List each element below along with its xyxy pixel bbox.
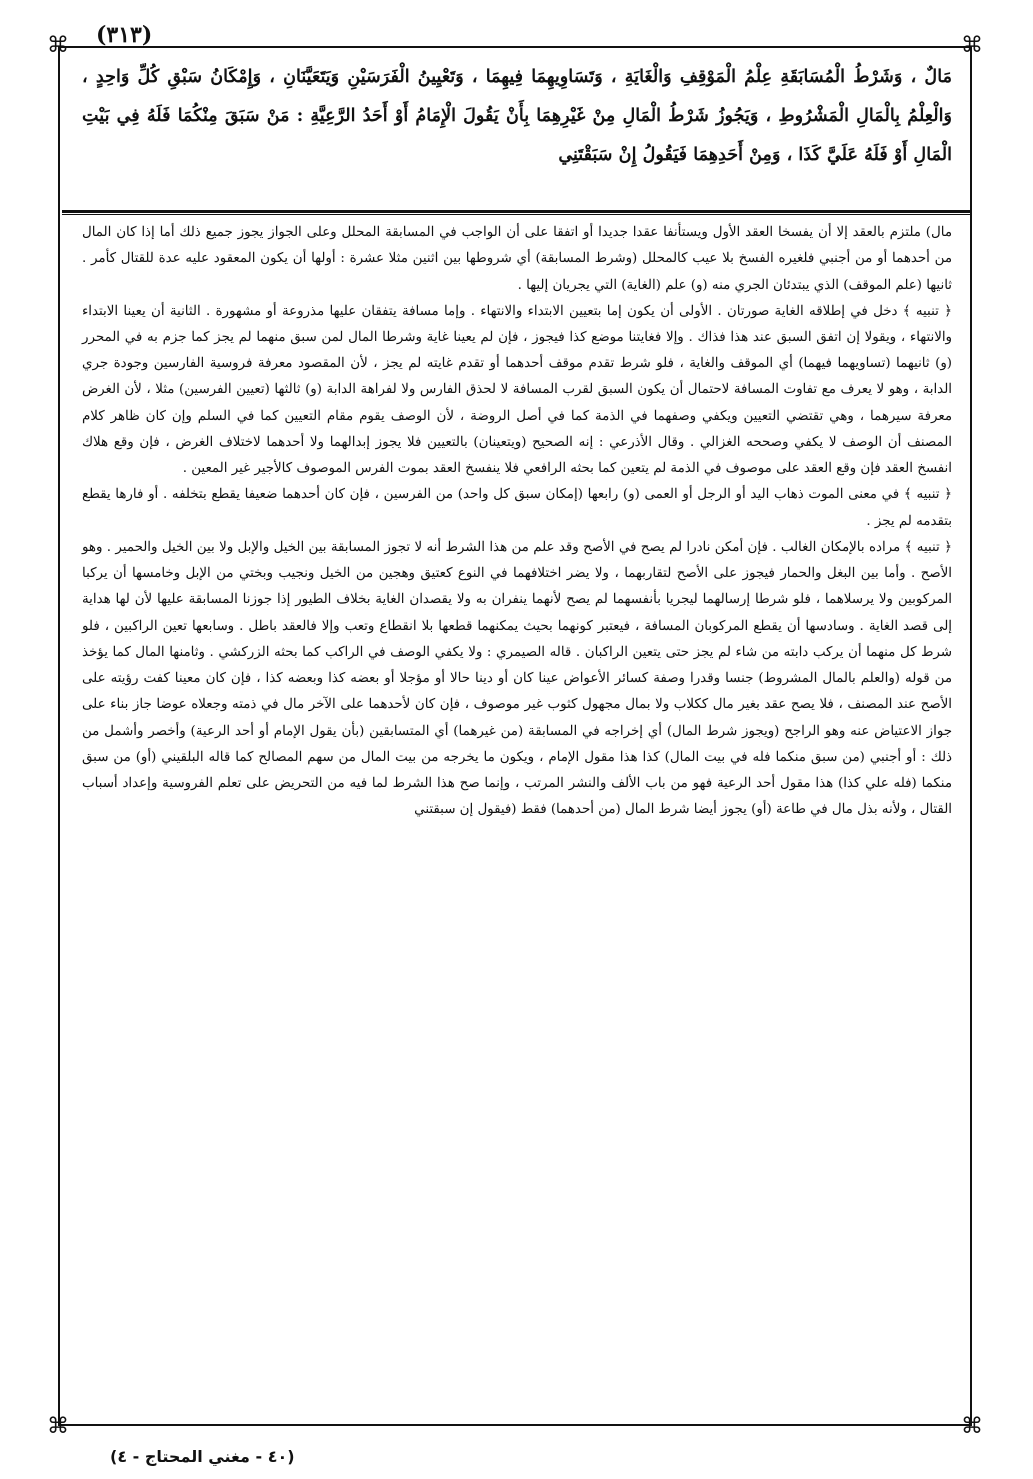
corner-ornament-icon: ⌘ <box>47 33 69 59</box>
commentary-paragraph: ﴿ تنبيه ﴾ دخل في إطلاقه الغاية صورتان . الأولى أن يكون إما بتعيين الابتداء والانتهاء . وإما مسافة يتفقان عليها مذروعة أو مشهورة . الثانية أن يعينا الابتداء والانتهاء ، ويقولا إن اتفق السبق عند هذا فذاك . وإلا فغايتنا موضع كذا فيجوز ، فإن لم يعينا غاية وشرطا المال لمن سبق منهما لم يجز كما جزم به في المحرر (و) ثانيهما (تساويهما فيهما) أي الموقف والغاية ، فلو شرط تقدم موقف أحدهما أو تقدم غايته لم يجز ، لأن المقصود معرفة فروسية الفارسين وجودة جري الدابة ، وهو لا يعرف مع تفاوت المسافة لاحتمال أن يكون السبق لقرب المسافة لا لحذق الفارس ولا لفراهة الدابة (و) ثالثها (تعيين الفرسين) مثلا ، لأن الغرض معرفة سيرهما ، وهي تقتضي التعيين ويكفي وصفهما في الذمة كما في أصل الروضة ، لأن الوصف يقوم مقام التعيين كما في السلم وإن كان ظاهر كلام المصنف أن الوصف لا يكفي وصححه الغزالي . وقال الأذرعي : إنه الصحيح (ويتعينان) بالتعيين فلا يجوز إبدالهما ولا أحدهما لاختلاف الغرض ، فإن وقع هلاك انفسخ العقد فإن وقع العقد على موصوف في الذمة لم يتعين كما بحثه الرافعي فلا ينفسخ العقد بموت الفرس الموصوف كالأجير غير المعين . <box>82 303 952 477</box>
page-footer: (٤٠ - مغني المحتاج - ٤) <box>110 1447 295 1467</box>
corner-ornament-icon: ⌘ <box>47 1414 69 1440</box>
section-divider <box>62 210 970 213</box>
corner-ornament-icon: ⌘ <box>961 1414 983 1440</box>
corner-ornament-icon: ⌘ <box>961 33 983 59</box>
commentary-text <box>82 220 952 823</box>
commentary-paragraph: ﴿ تنبيه ﴾ في معنى الموت ذهاب اليد أو الرجل أو العمى (و) رابعها (إمكان سبق كل واحد) من الفرسين ، فإن كان أحدهما ضعيفا يقطع بتخلفه . أو فارها يقطع بتقدمه لم يجز . <box>82 487 952 529</box>
commentary-paragraph: ﴿ تنبيه ﴾ مراده بالإمكان الغالب . فإن أمكن نادرا لم يصح في الأصح وقد علم من هذا الشرط أنه لا تجوز المسابقة بين الخيل والإبل ولا بين الخيل والحمير . وهو الأصح . وأما بين البغل والحمار فيجوز على الأصح لتقاربهما ، ولا يضر اختلافهما في النوع كعتيق وهجين من الخيل ونجيب وبختي من الإبل وخامسها أن يركبا المركوبين ولا يرسلاهما ، فلو شرطا إرسالهما ليجريا بأنفسهما لم يصح لأنهما ينفران به ولا يقصدان الغاية بخلاف الطيور إذا جوزنا المسابقة عليها لأن لها هداية إلى قصد الغاية . وسادسها أن يقطع المركوبان المسافة ، فيعتبر كونهما بحيث يمكنهما قطعها بلا انقطاع وتعب وإلا فالعقد باطل . وسابعها تعين الراكبين ، فلو شرط كل منهما أن يركب دابته من شاء لم يجز حتى يتعين الراكبان . قاله الصيمري : ولا يكفي الوصف في الراكب كما بحثه الزركشي . وثامنها المال كما يؤخذ من قوله (والعلم بالمال المشروط) جنسا وقدرا وصفة كسائر الأعواض عينا كان أو دينا حالا أو مؤجلا أو بعضه كذا وبعضه كذا ، فإن كان معينا كفت رؤيته على الأصح عند المصنف ، فلا يصح عقد بغير مال ككلاب ولا بمال مجهول كثوب غير موصوف ، فإن كان لأحدهما على الآخر مال في ذمته وجعلاه عوضا جاز بناء على جواز الاعتياض عنه وهو الراجح (ويجوز شرط المال) أي إخراجه في المسابقة (من غيرهما) أي المتسابقين (بأن يقول الإمام أو أحد الرعية) وأخصر وأشمل من ذلك : أو أجنبي (من سبق منكما فله في بيت المال) كذا هذا مقول الإمام ، ويكون ما يخرجه من بيت المال من سهم المصالح كما قاله البلقيني (أو) من سبق منكما (فله علي كذا) هذا مقول أحد الرعية فهو من باب الألف والنشر المرتب ، وإنما صح هذا الشرط لما فيه من التحريض على تعلم الفروسية وإعداد أسباب القتال ، ولأنه بذل مال في طاعة (أو) يجوز أيضا شرط المال (من أحدهما) فقط (فيقول إن سبقتني <box>82 539 952 818</box>
matn-text: مَالٌ ، وَشَرْطُ الْمُسَابَقَةِ عِلْمُ الْمَوْقِفِ وَالْغَايَةِ ، وَتَسَاوِيهِمَا فِيهِمَا ، وَتَعْيِينُ الْفَرَسَيْنِ وَيَتَعَيَّنَانِ ، وَإِمْكَانُ سَبْقِ كُلِّ وَاحِدٍ ، وَالْعِلْمُ بِالْمَالِ الْمَشْرُوطِ ، وَيَجُوزُ شَرْطُ الْمَالِ مِنْ غَيْرِهِمَا بِأَنْ يَقُولَ الْإِمَامُ أَوْ أَحَدُ الرَّعِيَّةِ : مَنْ سَبَقَ مِنْكُمَا فَلَهُ فِي بَيْتِ الْمَالِ أَوْ فَلَهُ عَلَيَّ كَذَا ، وَمِنْ أَحَدِهِمَا فَيَقُولُ إِنْ سَبَقْتَنِي <box>82 66 952 165</box>
commentary-paragraph: مال) ملتزم بالعقد إلا أن يفسخا العقد الأول ويستأنفا عقدا جديدا أو اتفقا على أن الواجب في المسابقة المحلل وعلى الجواز يجوز جميع ذلك أما إذا كان المال من أحدهما أو من أجنبي فلغيره الفسخ بلا عيب كالمحلل (وشرط المسابقة) أي شروطها بين اثنين مثلا عشرة : أولها أن يكون المعقود عليه عدة للقتال كأمر . ثانيها (علم الموقف) الذي يبتدئان الجري منه (و) علم (الغاية) التي يجريان إليها . <box>82 225 952 293</box>
page-number: (٣١٣) <box>96 22 153 48</box>
section-divider <box>62 214 970 215</box>
